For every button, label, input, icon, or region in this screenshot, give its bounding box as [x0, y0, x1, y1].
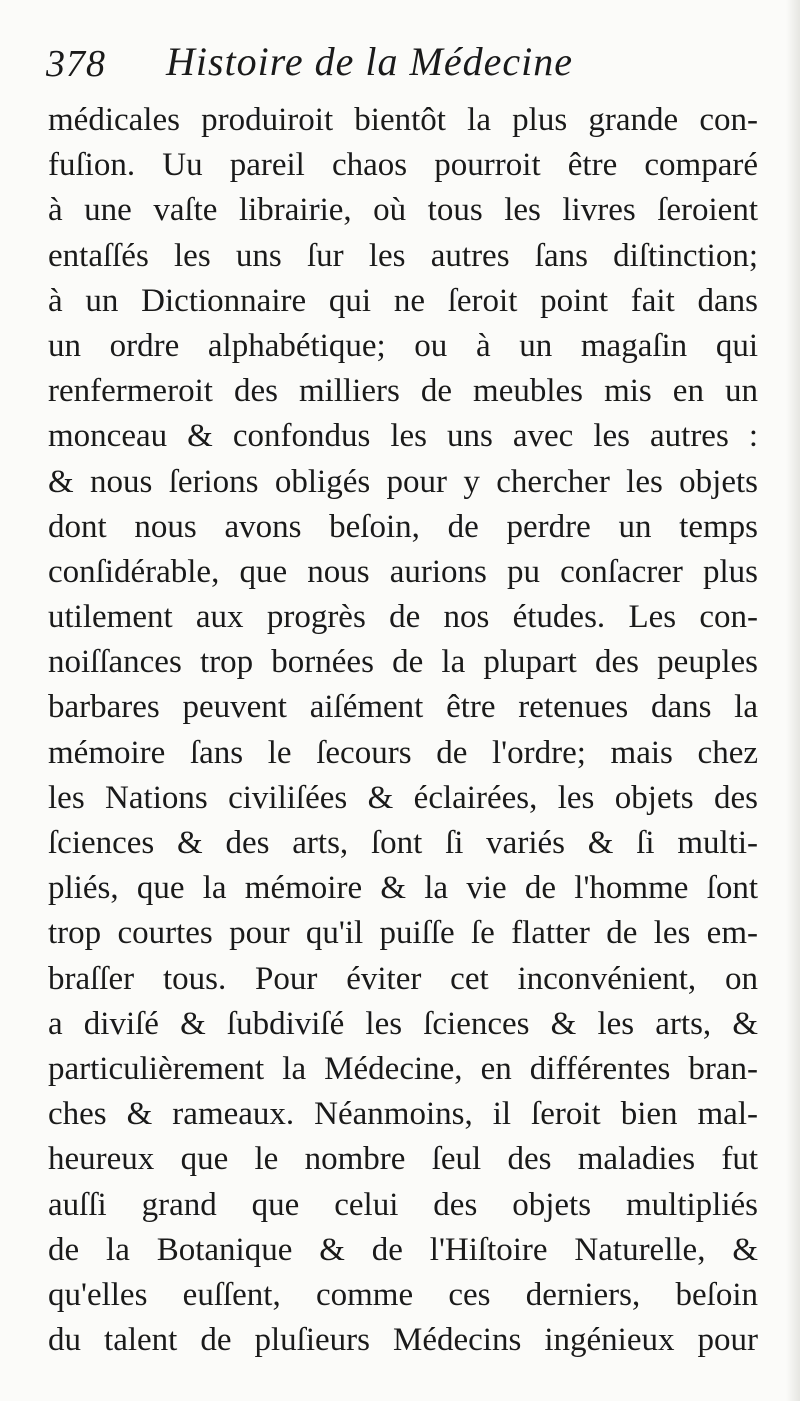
text-line: dont nous avons beſoin, de perdre un temps: [48, 508, 758, 545]
running-head: [46, 36, 766, 96]
text-line: qu'elles euſſent, comme ces derniers, beſoin: [48, 1276, 758, 1313]
text-line: auſſi grand que celui des objets multipliés: [48, 1186, 758, 1223]
text-line: ches & rameaux. Néanmoins, il ſeroit bien mal-: [48, 1096, 758, 1133]
running-title: Histoire de la Médecine: [166, 39, 573, 84]
text-line: a diviſé & ſubdiviſé les ſciences & les arts, &: [48, 1005, 758, 1042]
text-line: les Nations civiliſées & éclairées, les objets des: [48, 779, 758, 816]
text-line: médicales produiroit bientôt la plus grande con-: [48, 102, 758, 138]
text-line: du talent de pluſieurs Médecins ingénieux pour: [48, 1322, 758, 1359]
text-line: monceau & confondus les uns avec les autres :: [48, 418, 758, 455]
text-line: conſidérable, que nous aurions pu conſacrer plus: [48, 553, 758, 590]
text-line: entaſſés les uns ſur les autres ſans diſtinction;: [48, 237, 758, 274]
text-line: & nous ſerions obligés pour y chercher les objets: [48, 463, 758, 500]
text-line: un ordre alphabétique; ou à un magaſin qui: [48, 327, 758, 364]
text-line: de la Botanique & de l'Hiſtoire Naturelle, &: [48, 1231, 758, 1268]
page-number: 378: [46, 43, 106, 85]
text-line: fuſion. Uu pareil chaos pourroit être comparé: [48, 147, 758, 184]
text-line: à un Dictionnaire qui ne ſeroit point fait dans: [48, 282, 758, 319]
text-line: barbares peuvent aiſément être retenues dans la: [48, 689, 758, 726]
text-line: ſciences & des arts, ſont ſi variés & ſi multi-: [48, 825, 758, 861]
body-text: [48, 98, 758, 1363]
text-line: braſſer tous. Pour éviter cet inconvénient, on: [48, 960, 758, 997]
text-line: utilement aux progrès de nos études. Les con-: [48, 599, 758, 636]
text-line: trop courtes pour qu'il puiſſe ſe flatter de les em-: [48, 915, 758, 952]
text-line: noiſſances trop bornées de la plupart des peuples: [48, 644, 758, 681]
text-line: heureux que le nombre ſeul des maladies fut: [48, 1141, 758, 1178]
text-line: à une vaſte librairie, où tous les livres ſeroient: [48, 192, 758, 229]
text-line: pliés, que la mémoire & la vie de l'homme ſont: [48, 870, 758, 907]
text-line: renfermeroit des milliers de meubles mis en un: [48, 373, 758, 410]
text-line: particulièrement la Médecine, en différentes bran-: [48, 1050, 758, 1087]
text-line: mémoire ſans le ſecours de l'ordre; mais chez: [48, 734, 758, 771]
